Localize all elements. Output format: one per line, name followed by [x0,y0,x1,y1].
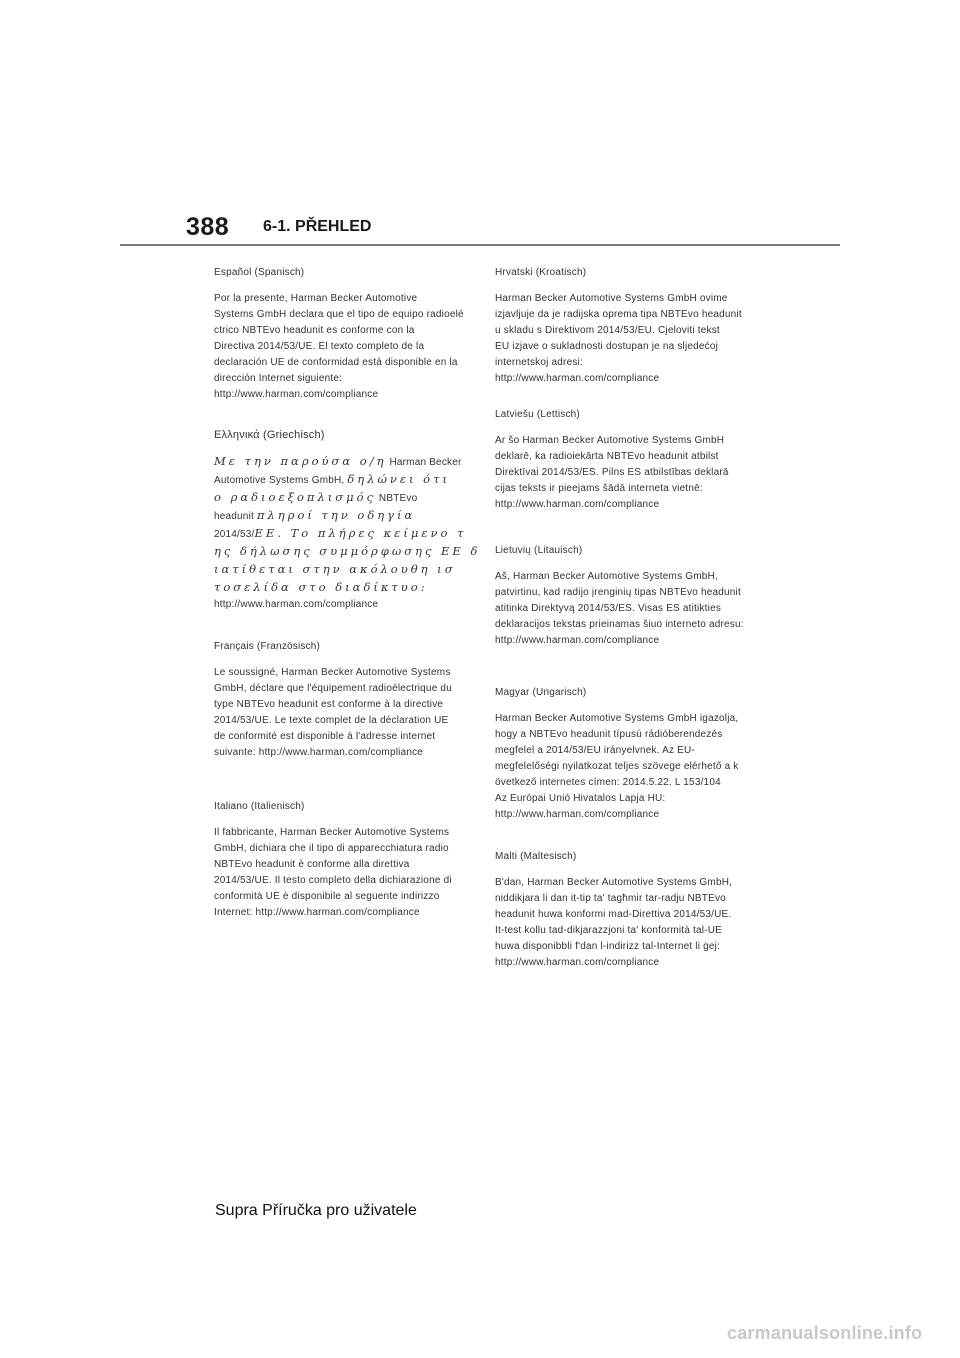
latin-text: 2014/53/ [214,529,255,540]
text-line: internetskoj adresi: [495,357,583,368]
latin-text: Automotive Systems GmbH, [214,475,348,486]
text-line: 2014/53/UE. Il testo completo della dichiarazione di [214,875,452,886]
watermark: carmanualsonline.info [727,1323,923,1343]
compliance-link[interactable]: http://www.harman.com/compliance [495,957,660,968]
text-line: EU izjave o sukladnosti dostupan je na sljedećoj [495,341,719,352]
declaration-text [214,825,479,921]
compliance-link[interactable]: http://www.harman.com/compliance [495,499,660,510]
greek-text: ιατίθεται στην ακόλουθη ισ [214,562,456,576]
text-line: cijas teksts ir pieejams šādā interneta vietnē: [495,483,703,494]
text-line: GmbH, dichiara che il tipo di apparecchiatura radio [214,843,449,854]
language-heading: Magyar (Ungarisch) [495,687,587,698]
language-heading: Español (Spanisch) [214,267,305,278]
latin-text: headunit [214,511,257,522]
greek-text: Με την παρούσα ο/η [214,454,387,468]
text-line: Ar šo Harman Becker Automotive Systems GmbH [495,435,725,446]
text-line [214,579,479,597]
greek-text: τοσελίδα στο διαδίκτυο: [214,580,428,594]
declaration-text [495,291,760,387]
language-heading: Italiano (Italienisch) [214,801,305,812]
language-heading: Malti (Maltesisch) [495,851,577,862]
text-line: 2014/53/UE. Le texte complet de la déclaration UE [214,715,449,726]
latin-text: Harman Becker [386,457,462,468]
language-heading: Français (Französisch) [214,641,321,652]
text-line [214,489,479,507]
language-heading: Ελληνικά (Griechisch) [214,429,325,441]
text-line: u skladu s Direktivom 2014/53/EU. Cjeloviti tekst [495,325,720,336]
declaration-maltese [495,849,760,971]
declaration-text [214,291,479,403]
declaration-text [495,711,760,823]
compliance-link[interactable]: http://www.harman.com/compliance [214,389,379,400]
text-line: GmbH, déclare que l'équipement radioélectrique du [214,683,452,694]
compliance-link[interactable]: http://www.harman.com/compliance [214,599,379,610]
declaration-latvian [495,407,760,513]
text-line: izjavljuje da je radijska oprema tipa NBTEvo headunit [495,309,742,320]
text-line: ctrico NBTEvo headunit es conforme con la [214,325,415,336]
page-number: 388 [186,213,230,241]
declaration-italian [214,799,479,921]
text-line: type NBTEvo headunit est conforme à la directive [214,699,444,710]
text-line: Le soussigné, Harman Becker Automotive Systems [214,667,451,678]
compliance-link[interactable]: http://www.harman.com/compliance [495,809,660,820]
declaration-text [214,453,479,613]
text-line [214,507,479,525]
declaration-text [495,875,760,971]
text-line: Aš, Harman Becker Automotive Systems GmbH, [495,571,718,582]
header-divider [120,244,840,246]
text-line: Az Európai Unió Hivatalos Lapja HU: [495,793,666,804]
language-heading: Latviešu (Lettisch) [495,409,580,420]
text-line: atitinka Direktyvą 2014/53/ES. Visas ES atitikties [495,603,722,614]
declaration-croatian [495,265,760,387]
text-line: deklarē, ka radioiekārta NBTEvo headunit atbilst [495,451,719,462]
text-line: Por la presente, Harman Becker Automotive [214,293,418,304]
text-line: suivante: http://www.harman.com/compliance [214,747,424,758]
text-line: megfelel a 2014/53/EU irányelvnek. Az EU- [495,745,695,756]
declaration-text [495,569,760,649]
text-line: Direktīvai 2014/53/ES. Pilns ES atbilstības deklarā [495,467,729,478]
text-line: Harman Becker Automotive Systems GmbH ovime [495,293,728,304]
declaration-lithuanian [495,543,760,649]
greek-text: ο ραδιοεξοπλισμός [214,490,376,504]
latin-text: NBTEvo [375,493,418,504]
text-line: Directiva 2014/53/UE. El texto completo de la [214,341,425,352]
text-line: patvirtinu, kad radijo įrenginių tipas NBTEvo headunit [495,587,741,598]
declaration-text [495,433,760,513]
text-line [214,561,479,579]
compliance-link[interactable]: http://www.harman.com/compliance [495,373,660,384]
right-column [495,265,760,971]
compliance-link[interactable]: http://www.harman.com/compliance [495,635,660,646]
text-line [214,453,479,471]
text-line: hogy a NBTEvo headunit típusú rádióberendezés [495,729,723,740]
language-heading: Lietuvių (Litauisch) [495,545,583,556]
text-line: övetkező internetes címen: 2014.5.22. L 153/104 [495,777,721,788]
greek-text: ης δήλωσης συμμόρφωσης ΕΕ δ [214,544,481,558]
declaration-text [214,665,479,761]
text-line: Harman Becker Automotive Systems GmbH igazolja, [495,713,739,724]
text-line: B'dan, Harman Becker Automotive Systems GmbH, [495,877,733,888]
text-line: Il fabbricante, Harman Becker Automotive Systems [214,827,450,838]
declaration-french [214,639,479,761]
text-line: de conformité est disponible à l'adresse internet [214,731,436,742]
text-line: headunit huwa konformi mad-Direttiva 2014/53/UE. [495,909,732,920]
text-line: declaración UE de conformidad está disponible en la [214,357,458,368]
footer-manual-title: Supra Příručka pro uživatele [215,1202,417,1219]
text-line: Systems GmbH declara que el tipo de equipo radioelé [214,309,464,320]
declaration-hungarian [495,685,760,823]
text-line: deklaracijos tekstas prieinamas šiuo interneto adresu: [495,619,744,630]
text-line: NBTEvo headunit è conforme alla direttiva [214,859,410,870]
text-line: It-test kollu tad-dikjarazzjoni ta' konformità tal-UE [495,925,723,936]
text-line: conformità UE è disponibile al seguente indirizzo [214,891,440,902]
text-line: niddikjara li dan it-tip ta' tagħmir tar-radju NBTEvo [495,893,726,904]
text-line [214,543,479,561]
text-line [214,525,479,543]
greek-text: πληροί την οδηγία [256,508,416,522]
declaration-spanish [214,265,479,403]
text-line: huwa disponibbli f'dan l-indirizz tal-Internet li ġej: [495,941,721,952]
text-line: Internet: http://www.harman.com/compliance [214,907,420,918]
greek-text: ΕΕ. Το πλήρες κείμενο τ [254,526,467,540]
text-line: dirección Internet siguiente: [214,373,343,384]
text-line: megfelelőségi nyilatkozat teljes szövege elérhető a k [495,761,739,772]
greek-text: δηλώνει ότι [347,472,450,486]
section-title: 6-1. PŘEHLED [263,218,372,235]
text-line [214,471,479,489]
language-heading: Hrvatski (Kroatisch) [495,267,587,278]
declaration-greek [214,427,479,613]
left-column [214,265,479,921]
